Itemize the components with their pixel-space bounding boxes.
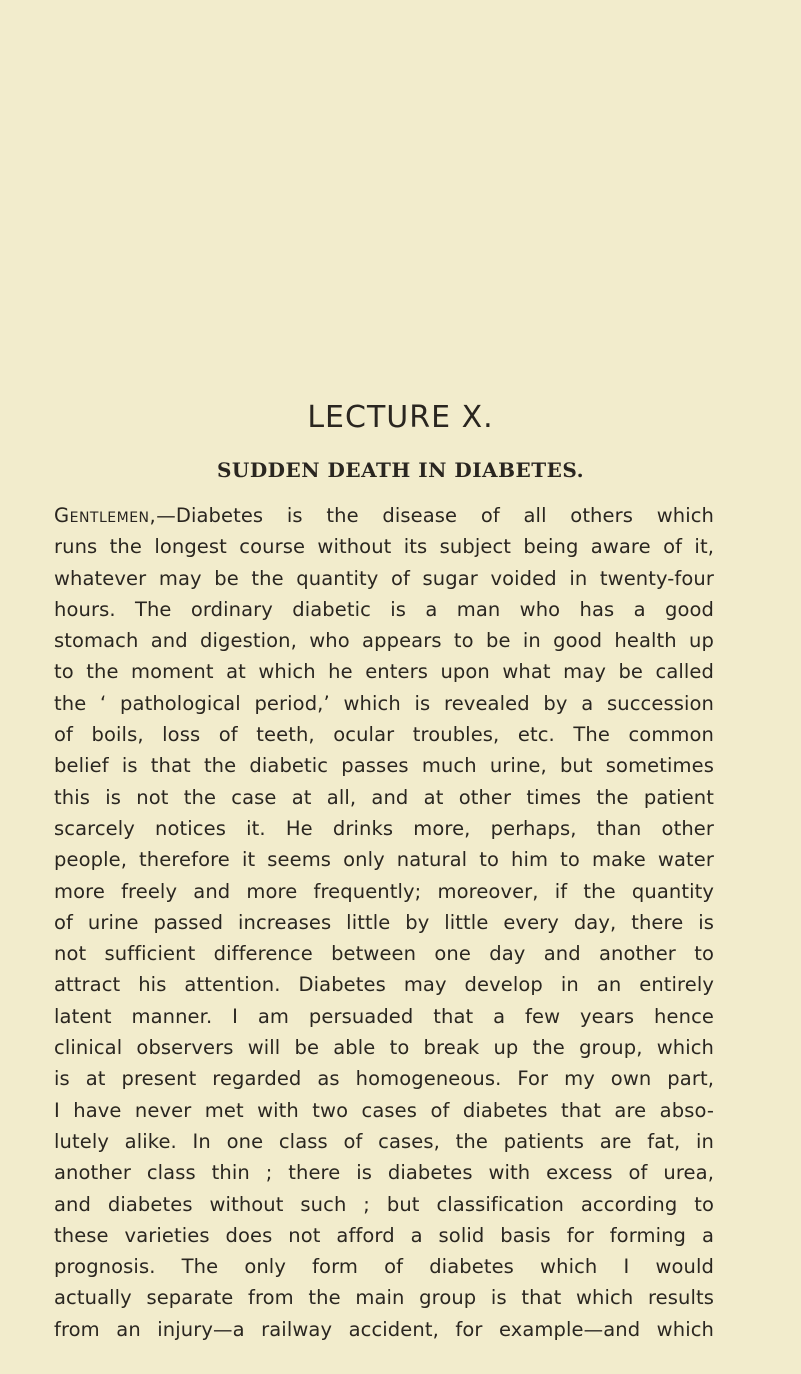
text-line: prognosis. The only form of diabetes which I would [54,1255,714,1279]
text-line: whatever may be the quantity of sugar voided in twenty-four [54,566,714,590]
text-line: I have never met with two cases of diabetes that are abso- [54,1098,714,1122]
text-line: runs the longest course without its subject being aware of it, [54,535,714,559]
text-line: more freely and more frequently; moreover, if the quantity [54,879,714,903]
text-line: these varieties does not afford a solid basis for forming a [54,1223,714,1247]
text-line: hours. The ordinary diabetic is a man who has a good [54,597,714,621]
text-line: people, therefore it seems only natural to him to make water [54,848,714,872]
text-line: the ‘ pathological period,’ which is revealed by a succession [54,691,714,715]
text-line: scarcely notices it. He drinks more, perhaps, than other [54,816,714,840]
lecture-heading: LECTURE X. [307,400,494,435]
text-line: not sufficient difference between one day and another to [54,942,714,966]
chapter-title: SUDDEN DEATH IN DIABETES. [216,458,585,482]
text-line: clinical observers will be able to break up the group, which [54,1036,714,1060]
text-line: and diabetes without such ; but classification according to [54,1192,714,1216]
text-line: belief is that the diabetic passes much urine, but sometimes [54,754,714,778]
text-line: to the moment at which he enters upon what may be called [54,660,714,684]
text-line: attract his attention. Diabetes may develop in an entirely [54,973,714,997]
text-line: from an injury—a railway accident, for example—and which [54,1317,714,1341]
text-line: is at present regarded as homogeneous. For my own part, [54,1067,714,1091]
text-line: this is not the case at all, and at other times the patient [54,785,714,809]
body-paragraph [54,500,714,1345]
text-line: lutely alike. In one class of cases, the patients are fat, in [54,1129,714,1153]
text-line: actually separate from the main group is that which results [54,1286,714,1310]
lead-word: Gentlemen, [54,504,157,527]
text-line: another class thin ; there is diabetes with excess of urea, [54,1161,714,1185]
text-line: of urine passed increases little by little every day, there is [54,910,714,934]
text-line [54,500,714,531]
text-line: stomach and digestion, who appears to be in good health up [54,629,714,653]
text-line: of boils, loss of teeth, ocular troubles, etc. The common [54,723,714,747]
text-line-content: —Diabetes is the disease of all others which [156,504,714,527]
text-line: latent manner. I am persuaded that a few years hence [54,1004,714,1028]
